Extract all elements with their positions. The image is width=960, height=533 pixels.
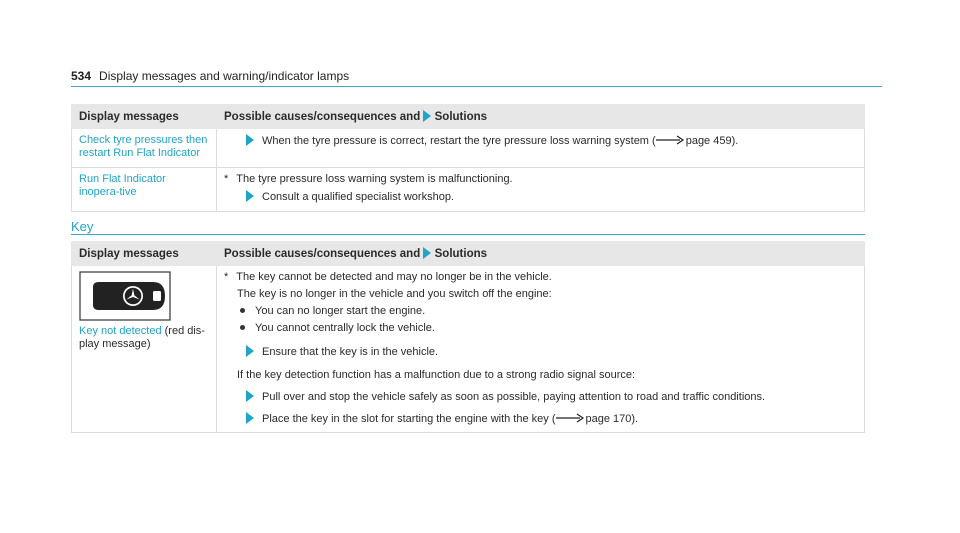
messages-table-tyre	[71, 104, 865, 212]
header-divider	[71, 86, 882, 87]
solution-arrow-icon	[423, 110, 431, 122]
cause-cell: * The key cannot be detected and may no longer be in the vehicle. The key is no longer in the vehicle and you switch off the engine: You can no longer start the engine. You cannot centrally lock the vehicle. Ensure that the key is in the vehicle. If the key detection function has a malfunction due to a strong radio signal source: Pull over and stop the vehicle safely as soon as possible, paying attention to road and traffic conditions. Place the key in the slot for starting the engine with the key ( page 170).	[217, 266, 865, 433]
solution-text: Pull over and stop the vehicle safely as soon as possible, paying attention to road and traffic conditions.	[262, 391, 766, 403]
table-header-row	[72, 242, 865, 266]
cause-text: The key cannot be detected and may no longer be in the vehicle.	[236, 271, 552, 283]
solution-text: When the tyre pressure is correct, restart the tyre pressure loss warning system (	[262, 135, 656, 147]
solution-arrow-icon	[246, 390, 254, 402]
cause-text: The key is no longer in the vehicle and you switch off the engine:	[237, 288, 552, 300]
malfunction-text: If the key detection function has a malfunction due to a strong radio signal source:	[237, 369, 636, 381]
column-header-causes: Possible causes/consequences and Solutions	[217, 105, 865, 129]
table-row	[72, 266, 865, 433]
page-header	[71, 69, 349, 83]
page-reference-link[interactable]: page 170).	[585, 413, 639, 425]
message-note: (red dis-play message)	[79, 325, 205, 350]
section-divider	[71, 234, 865, 235]
column-header-messages: Display messages	[72, 105, 217, 129]
cause-text: The tyre pressure loss warning system is malfunctioning.	[236, 173, 513, 185]
page-number: 534	[71, 69, 92, 83]
table-row	[72, 168, 865, 212]
solution-arrow-icon	[423, 247, 431, 259]
page-reference-link[interactable]: page 459).	[685, 135, 739, 147]
table-header-row	[72, 105, 865, 129]
messages-table-key	[71, 241, 865, 433]
message-cell: Run Flat Indicator inopera-tive	[72, 168, 217, 212]
table-row	[72, 129, 865, 168]
page-header-title: Display messages and warning/indicator lamps	[99, 69, 350, 83]
section-title-key: Key	[71, 219, 94, 234]
solution-arrow-icon	[246, 412, 254, 424]
list-item: You cannot centrally lock the vehicle.	[255, 322, 435, 334]
key-fob-icon	[79, 271, 173, 321]
column-header-messages: Display messages	[72, 242, 217, 266]
solution-arrow-icon	[246, 345, 254, 357]
solution-text: Place the key in the slot for starting the engine with the key (	[262, 413, 556, 425]
solution-text: Consult a qualified specialist workshop.	[262, 191, 454, 203]
message-text: Key not detected	[79, 325, 162, 337]
bullet	[240, 308, 245, 313]
message-cell	[72, 266, 217, 433]
page-reference-arrow-icon	[656, 135, 686, 145]
column-header-causes: Possible causes/consequences and Solutions	[217, 242, 865, 266]
cause-cell: * The tyre pressure loss warning system is malfunctioning. Consult a qualified specialist workshop.	[217, 168, 865, 212]
solution-cell	[217, 129, 865, 168]
solution-text: Ensure that the key is in the vehicle.	[262, 346, 439, 358]
page-reference-arrow-icon	[556, 413, 586, 423]
solution-arrow-icon	[246, 190, 254, 202]
list-item: You can no longer start the engine.	[255, 305, 426, 317]
bullet	[240, 325, 245, 330]
solution-arrow-icon	[246, 134, 254, 146]
message-cell: Check tyre pressures then restart Run Flat Indicator	[72, 129, 217, 168]
